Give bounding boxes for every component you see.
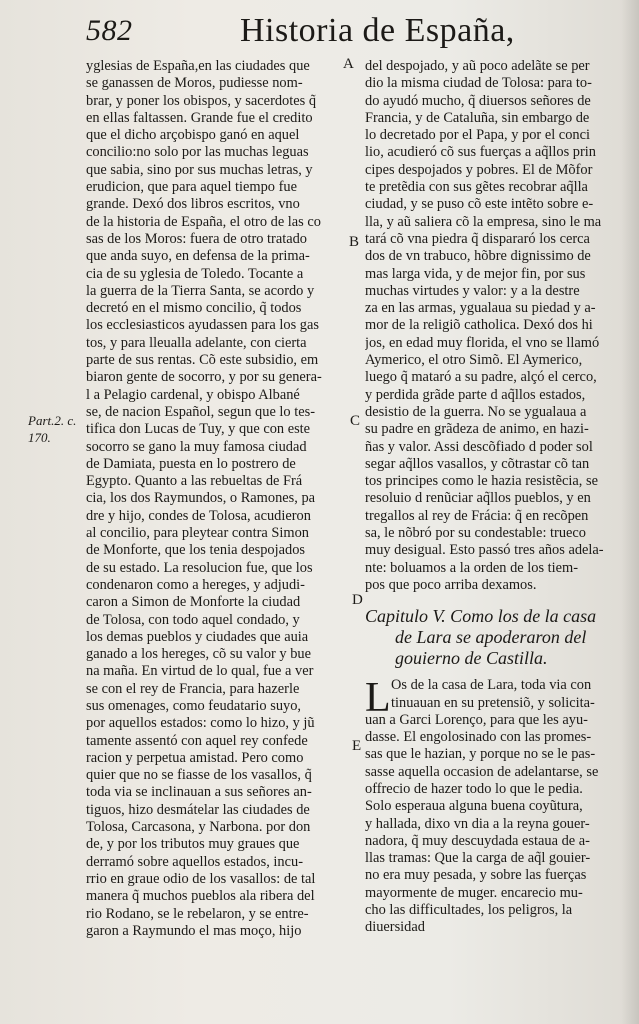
text-line: Tolosa, Carcasona, y Narbona. por don [86, 819, 311, 836]
text-line: mor de la religiõ catholica. Dexó dos hi [365, 317, 593, 334]
text-line: sa, le nõbró por su condestable: trueco [365, 525, 586, 542]
text-line: no era muy pesada, y sobre las fuerças [365, 867, 587, 884]
text-line: ñas y valor. Assi descõfiado d poder sol [365, 438, 593, 455]
text-line: resoluio d renũciar aq̃llos pueblos, y en [365, 490, 591, 507]
text-line: se, de nacion Español, segun que lo tes- [86, 403, 315, 420]
marginal-note [28, 412, 76, 446]
text-line: racion y perpetua amistad. Pero como [86, 749, 304, 766]
text-line: luego q̃ mataró a su padre, alçó el cerco, [365, 369, 597, 386]
text-line: te pretẽdia con sus gẽtes recobrar aq̃lla [365, 179, 588, 196]
text-line: del despojado, y aũ poco adelãte se per [365, 58, 590, 74]
left-column [86, 58, 348, 940]
text-line: lla, y aũ saliera cõ la empresa, sino le ma [365, 213, 602, 230]
text-line: decretó en el mismo concilio, q̃ todos [86, 300, 302, 317]
text-line: brar, y poner los obispos, y sacerdotes q̃ [86, 92, 317, 109]
text-line: biaron gente de socorro, y por su genera- [86, 369, 322, 386]
text-line: sasse aquella occasion de adelantarse, se [365, 763, 599, 780]
page-header [0, 8, 639, 52]
text-line: garon a Raymundo el mas moço, hijo [86, 922, 302, 939]
text-line: los ecclesiasticos ayudassen para los gas [86, 317, 319, 334]
marginal-note-line: Part.2. c. [28, 413, 77, 428]
text-line: Capitulo V. Como los de la casa [365, 606, 597, 627]
text-line: do ayudó mucho, q̃ diuersos señores de [365, 92, 591, 109]
running-title: Historia de España, [240, 12, 515, 49]
text-line: muchas virtudes y valor: y a la destre [365, 282, 580, 299]
text-line: lo decretado por el Papa, y por el conci [365, 127, 590, 144]
text-line: quier que no se fiasse de los vasallos, q̃ [86, 767, 312, 784]
page-number: 582 [86, 14, 133, 47]
drop-cap-initial: L [365, 675, 391, 722]
text-line: mas larga vida, y de mejor fin, por sus [365, 265, 586, 282]
text-line: erudicion, que para aquel tiempo fue [86, 179, 297, 196]
text-line: lio, acudieró cõ sus fuerças a aq̃llos prin [365, 144, 596, 161]
chapter-opening [365, 677, 615, 936]
chapter-gap [365, 594, 615, 602]
text-line: de Monforte, que los tenia despojados [86, 542, 306, 559]
text-line: dre y hijo, condes de Tolosa, acudieron [86, 507, 311, 524]
section-marker-e: E [352, 738, 362, 754]
text-line: tregallos al rey de Frácia: q̃ en recõpen [365, 507, 589, 524]
text-line: mayormente de muger. encarecio mu- [365, 884, 583, 901]
text-line: segar aq̃llos vasallos, y cõtrastar cõ tan [365, 455, 590, 472]
text-line: de su estado. La resolucion fue, que los [86, 559, 313, 576]
text-line: rio Rodano, se le rebelaron, y se entre- [86, 905, 309, 922]
text-line: tamente assentó con aquel rey confede [86, 732, 308, 749]
text-line: cia de su yglesia de Toledo. Tocante a [86, 265, 304, 282]
text-line: l a Pelagio cardenal, y obispo Albané [86, 386, 300, 403]
text-line: de Tolosa, con todo aquel condado, y [86, 611, 300, 628]
section-marker-a: A [343, 56, 354, 72]
text-line: su padre en grãdeza de animo, en hazi- [365, 421, 589, 438]
page-edge-shadow [621, 0, 639, 1024]
text-line: diuersidad [365, 919, 425, 936]
text-line: tos, y para lleualla adelante, con cierta [86, 334, 307, 351]
text-line: de, y por los tributos muy graues que [86, 836, 300, 853]
text-line: na maña. En virtud de lo qual, fue a ver [86, 663, 314, 680]
text-line: sas que le hazian, y porque no se le pas- [365, 746, 596, 763]
text-line: Egypto. Quanto a las rebueltas de Frá [86, 473, 303, 490]
text-line: condenaron como a hereges, y adjudi- [86, 576, 305, 593]
text-line: socorro se gano la muy famosa ciudad [86, 438, 307, 455]
text-line: tinuauan en su pretensiõ, y solicita- [391, 694, 595, 711]
text-line: za en las armas, ygualaua su piedad y a- [365, 300, 596, 317]
text-line: pos que poco arriba dexamos. [365, 576, 537, 593]
text-line: tiguos, hizo desmátelar las ciudades de [86, 801, 310, 818]
text-line: llas tramas: Que la carga de aq̃l gouier- [365, 850, 591, 867]
text-line: desistio de la guerra. No se ygualaua a [365, 403, 587, 420]
text-line: dasse. El engolosinado con las promes- [365, 729, 592, 746]
section-marker-c: C [350, 413, 361, 429]
text-line: y perdida grãde parte d aq̃llos estados, [365, 386, 586, 403]
text-line: de la historia de España, el otro de las co [86, 213, 321, 230]
text-line: grande. Dexó dos libros escritos, vno [86, 196, 300, 213]
text-line: de Damiata, puesta en lo postrero de [86, 455, 296, 472]
right-column-top-text [365, 58, 615, 594]
text-line: por aquellos estados: como lo hizo, y jũ [86, 715, 315, 732]
chapter-heading [365, 606, 615, 669]
text-line: sus omenages, como feudatario suyo, [86, 697, 302, 714]
text-line: manera q̃ muchos pueblos ala ribera del [86, 888, 315, 905]
text-line: y hallada, dixo vn dia a la reyna gouer- [365, 815, 590, 832]
text-line: de Lara se apoderaron del [395, 627, 587, 648]
text-line: dos de vn trabuco, hõbre dignissimo de [365, 248, 591, 265]
text-line: tos principes como le hazia resistẽcia, se [365, 473, 598, 490]
section-marker-b: B [349, 234, 360, 250]
text-line: cho las difficultades, los peligros, la [365, 902, 573, 919]
text-line: caron a Simon de Monforte la ciudad [86, 594, 301, 611]
text-line: que anda suyo, en defensa de la prima- [86, 248, 310, 265]
text-line: nte: boluamos a la orden de los tiem- [365, 559, 579, 576]
section-marker-d: D [352, 592, 363, 608]
right-column [365, 58, 615, 937]
text-line: dio la misma ciudad de Tolosa: para to- [365, 75, 592, 92]
text-line: offrecio de hazer todo lo que le pedia. [365, 780, 583, 797]
text-line: ciudad, y se puso cõ este intẽto sobre e- [365, 196, 594, 213]
text-line: la guerra de la Tierra Santa, se acordo y [86, 282, 315, 299]
text-line: yglesias de España,en las ciudades que [86, 58, 310, 74]
text-line: Solo esperaua alguna buena coyũtura, [365, 798, 583, 815]
text-line: que el dicho arçobispo ganó en aquel [86, 127, 300, 144]
text-line: en ellas faltassen. Grande fue el credito [86, 109, 313, 126]
text-line: uan a Garci Lorenço, para que les ayu- [365, 711, 588, 728]
text-line: al concilio, para pleytear contra Simon [86, 525, 309, 542]
text-line: Os de la casa de Lara, toda via con [391, 677, 592, 694]
text-line: tará cõ vna piedra q̃ dispararó los cerca [365, 230, 590, 247]
text-line: cipes despojados y pobres. El de Mõfor [365, 161, 593, 178]
text-line: toda via se inclinauan a sus señores an- [86, 784, 312, 801]
text-line: muy desigual. Esto passó tres años adela- [365, 542, 604, 559]
text-line: sas de los Moros: fuera de otro tratado [86, 230, 307, 247]
text-line: parte de sus rentas. Cõ este subsidio, em [86, 352, 319, 369]
text-line: se ganassen de Moros, pudiesse nom- [86, 75, 303, 92]
text-line: tifica don Lucas de Tuy, y que con este [86, 421, 311, 438]
marginal-note-line: 170. [28, 430, 51, 445]
right-column-bottom-text [365, 677, 615, 936]
text-line: Aymerico, el otro Simõ. El Aymerico, [365, 352, 583, 369]
text-line: ganado a los hereges, cõ su valor y bue [86, 646, 311, 663]
text-line: que sabia, sino por sus muchas letras, y [86, 161, 313, 178]
text-line: nadora, q̃ muy descuydada estaua de a- [365, 832, 590, 849]
text-line: se con el rey de Francia, para hazerle [86, 680, 300, 697]
text-line: concilio:no solo por las muchas leguas [86, 144, 309, 161]
text-line: cia, los dos Raymundos, o Ramones, pa [86, 490, 316, 507]
text-line: jos, en edad muy florida, el vno se llamó [365, 334, 600, 351]
text-line: gouierno de Castilla. [395, 648, 548, 669]
text-line: rrio en graue odio de los vasallos: de tal [86, 870, 316, 887]
text-line: derramó sobre aquellos estados, incu- [86, 853, 303, 870]
text-line: Francia, y de Cataluña, sin embargo de [365, 109, 590, 126]
text-line: los demas pueblos y ciudades que auia [86, 628, 309, 645]
